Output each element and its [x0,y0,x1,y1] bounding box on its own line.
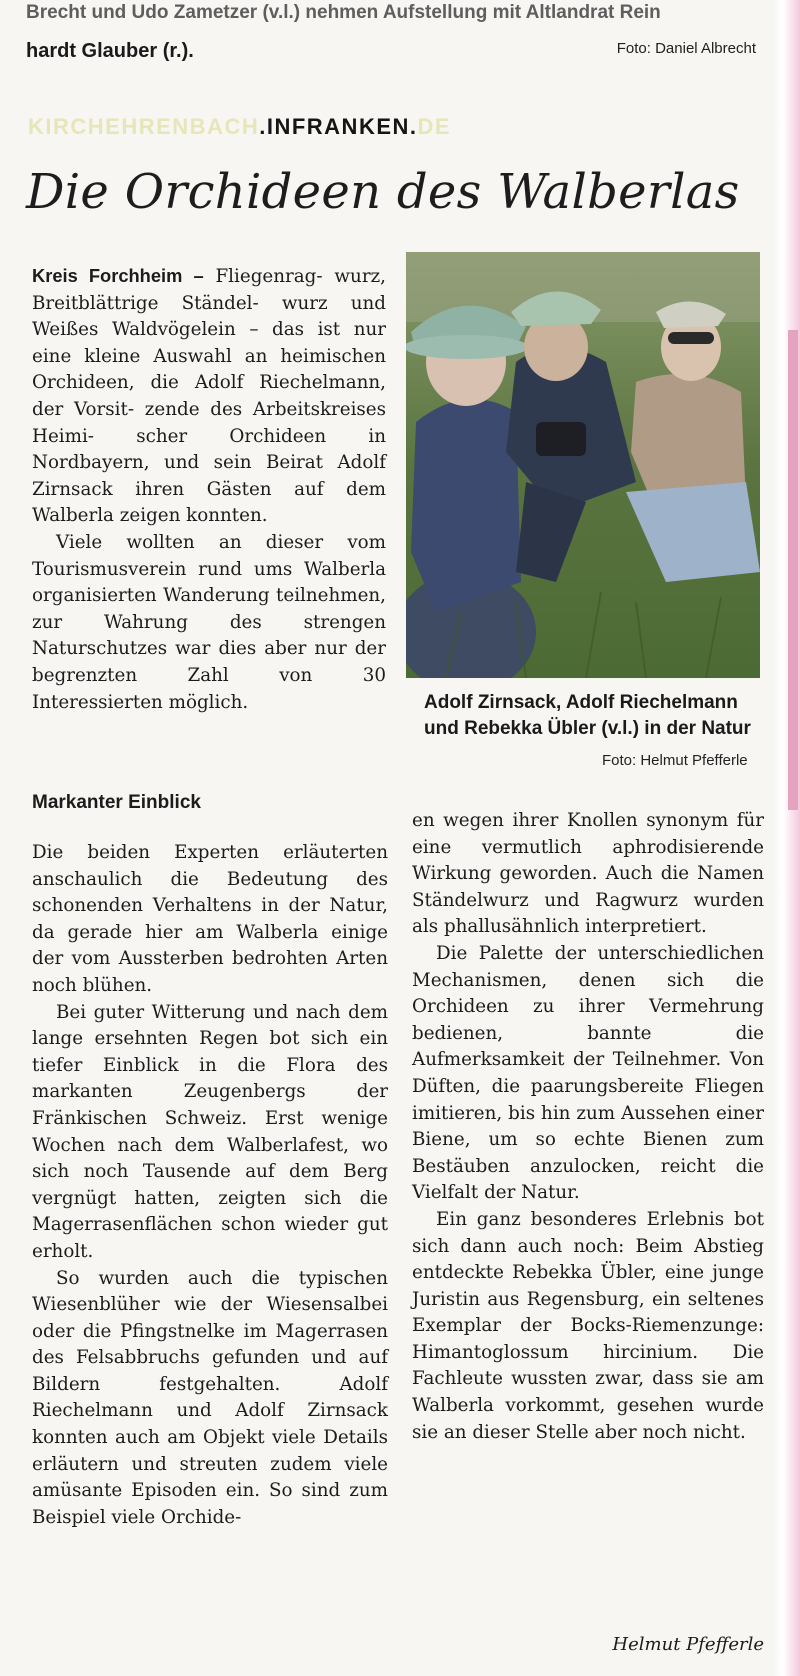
kicker-part-2: .INFRANKEN. [259,114,418,139]
kicker [28,114,451,140]
lede-column [32,263,386,716]
kicker-part-1: KIRCHEHRENBACH [28,114,260,139]
previous-caption-line: hardt Glauber (r.). [26,40,194,62]
adjacent-page-strip [788,330,798,810]
body-paragraph: Ein ganz besonderes Erlebnis bot sich dann auch noch: Beim Abstieg entdeckte Rebekka Übler, eine junge Juristin aus Regensburg, ein seltenes Exemplar der Bocks-Riemenzunge: Himantoglossum hircinium. Die Fachleute wussten zwar, dass sie am Walberla vorkommt, gesehen wurde sie an dieser Stelle aber noch nicht. [412,1208,764,1443]
photo-credit: Foto: Helmut Pfefferle [602,752,748,769]
lede-line: Fliegenrag- [215,266,323,287]
body-paragraph: en wegen ihrer Knollen synonym für eine vermutlich aphrodisierende Wirkung geworden. Auch die Namen Ständelwurz und Ragwurz wurden als phallusähnlich interpretiert. [412,810,764,938]
body-paragraph: So wurden auch die typischen Wiesenblüher wie der Wiesensalbei oder die Pfingstnelke im Magerrasen des Felsabbruchs gefunden und auf Bildern festgehalten. Adolf Riechelmann und Adolf Zirnsack konnten auch am Objekt viele Details erläutern und streuten zudem viele amüsante Episoden ein. So sind zum Beispiel viele Orchide- [32,1267,388,1528]
body-paragraph: Die Palette der unterschiedlichen Mechanismen, denen sich die Orchideen zu ihrer Vermehrung bedienen, bannte die Aufmerksamkeit der Teilnehmer. Von Düften, die paarungsbereite Fliegen imitieren, bis hin zum Aussehen einer Biene, um so echte Bienen zum Bestäuben anzulocken, reicht die Vielfalt der Natur. [412,942,764,1204]
previous-photo-credit: Foto: Daniel Albrecht [616,40,756,57]
lede-line: zende des Arbeitskreises Heimi- [32,398,387,447]
body-paragraph: Viele wollten an dieser vom Tourismusverein rund ums Walberla organisierten Wanderung teilnehmen, zur Wahrung des strengen Naturschutzes war dies aber nur der begrenzten Zahl von 30 Interessierten möglich. [32,531,386,713]
lede-line: ihren Gästen auf dem Walberla [32,478,386,527]
scan-edge [772,0,800,1676]
previous-caption-fragment: Brecht und Udo Zametzer (v.l.) nehmen Aufstellung mit Altlandrat Rein [26,2,661,23]
lede-paragraph [32,263,386,530]
lede-line: scher Orchideen in Nordbayern, [32,425,386,474]
dateline: Kreis Forchheim – [32,265,204,286]
lede-line: wurz und Weißes Waldvögelein [32,292,386,341]
left-column [32,840,388,1531]
lede-line: wurz, Breitblättrige Ständel- [32,266,386,314]
lede-line: zeigen konnten. [119,505,268,527]
kicker-part-3: DE [417,114,452,139]
previous-article-caption [26,0,770,70]
photo-illustration [406,252,760,678]
subheading: Markanter Einblick [32,792,201,813]
lede-line: und sein Beirat Adolf Zirnsack [32,452,386,500]
photo-caption: Adolf Zirnsack, Adolf Riechelmann und Rebekka Übler (v.l.) in der Natur [424,692,751,739]
article-photo [406,252,760,678]
right-column [412,808,764,1446]
body-paragraph: Die beiden Experten erläuterten anschaulich die Bedeutung des schonenden Verhaltens in der Natur, da gerade hier am Walberla einige der vom Aussterben bedrohten Arten noch blühen. [32,842,388,996]
lede-line: – das ist nur eine kleine Auswahl [32,319,386,367]
lede-line: Adolf Riechelmann, der Vorsit- [32,372,386,420]
lede-line: an heimischen Orchideen, die [32,345,386,394]
byline: Helmut Pfefferle [612,1634,764,1655]
body-paragraph: Bei guter Witterung und nach dem lange ersehnten Regen bot sich ein tiefer Einblick in die Flora des markanten Zeugenbergs der Fränkischen Schweiz. Erst wenige Wochen nach dem Walberlafest, wo sich noch Tausende auf dem Berg vergnügt hatten, zeigten sich die Magerrasenflächen schon wieder gut erholt. [32,1001,388,1262]
headline: Die Orchideen des Walberlas [26,164,740,220]
